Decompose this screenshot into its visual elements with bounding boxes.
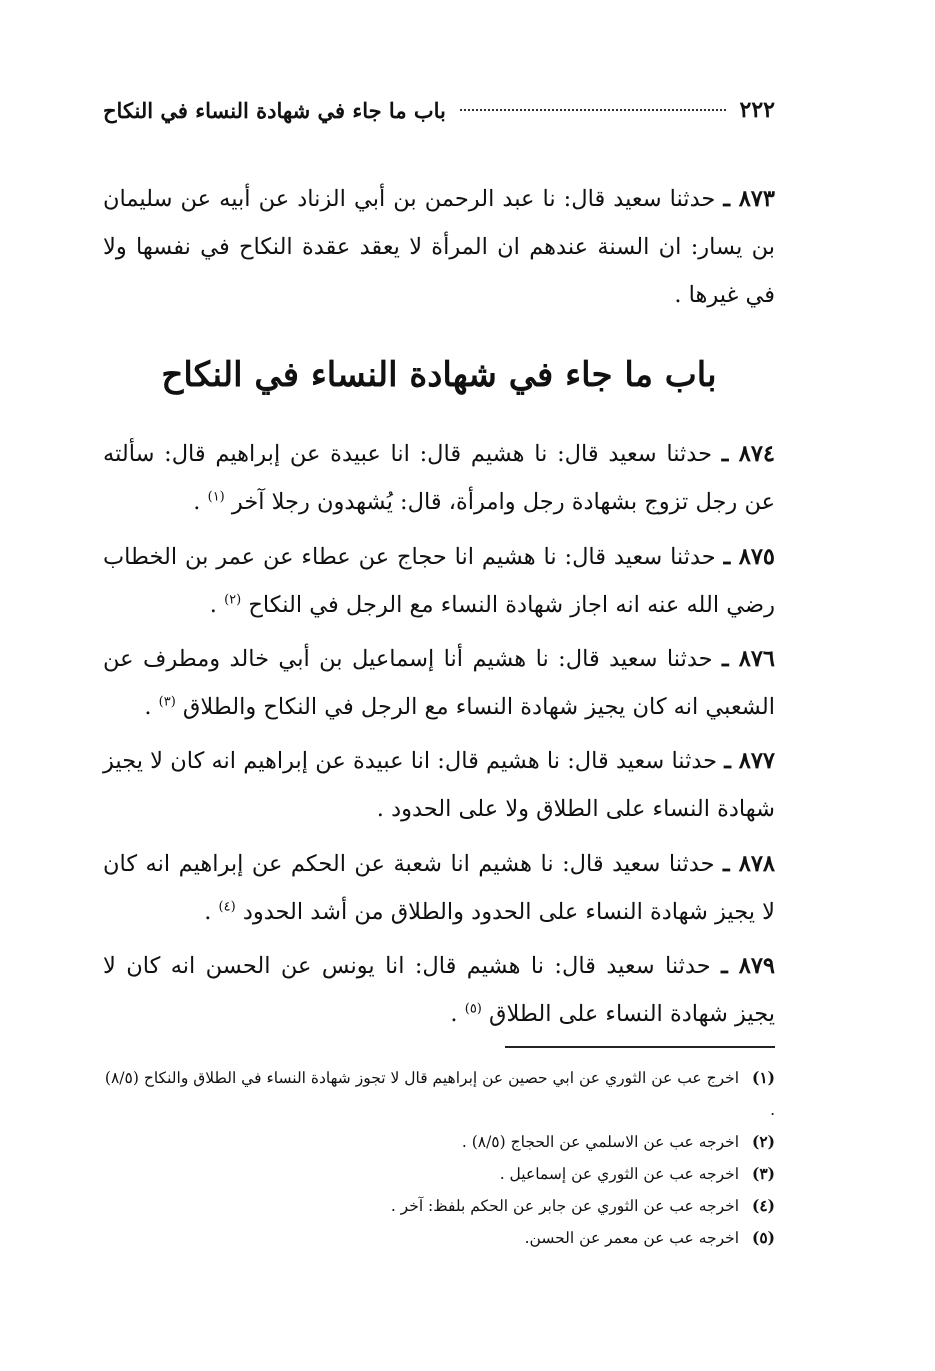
hadith-paragraph — [103, 175, 775, 319]
footnote-marker: (٣) — [751, 1164, 775, 1183]
footnote-text: اخرجه عب عن الثوري عن إسماعيل . — [499, 1165, 740, 1183]
hadith-text: حدثنا سعيد قال: نا هشيم قال: انا يونس عن الحسن انه كان لا يجيز شهادة النساء على الطلاق — [103, 953, 775, 1027]
hadith-text: حدثنا سعيد قال: نا هشيم انا شعبة عن الحكم عن إبراهيم انه كان لا يجيز شهادة النساء على الحدود والطلاق من أشد الحدود — [103, 851, 775, 925]
hadith-paragraph — [103, 737, 775, 833]
hadith-text: حدثنا سعيد قال: نا هشيم أنا إسماعيل بن أبي خالد ومطرف عن الشعبي انه كان يجيز شهادة النساء مع الرجل في النكاح والطلاق — [103, 646, 775, 720]
footnote-reference[interactable]: (١) — [207, 489, 225, 505]
hadith-end: . — [204, 899, 219, 925]
hadith-number: ٨٧٧ ـ — [724, 748, 775, 774]
footnote-marker: (٥) — [751, 1228, 775, 1247]
footnote-reference[interactable]: (٤) — [218, 899, 236, 915]
hadith-text: حدثنا سعيد قال: نا هشيم قال: انا عبيدة عن إبراهيم قال: سألته عن رجل تزوج بشهادة رجل وامرأة، قال: يُشهدون رجلا آخر — [103, 441, 775, 515]
footnote-text: اخرجه عب عن الاسلمي عن الحجاج (٨/٥) . — [461, 1133, 740, 1151]
footnote-text: اخرجه عب عن معمر عن الحسن. — [524, 1229, 740, 1247]
hadith-end: . — [209, 592, 225, 618]
hadith-end: . — [450, 1001, 465, 1027]
footnote — [103, 1126, 775, 1158]
hadith-number: ٨٧٩ ـ — [721, 953, 775, 979]
footnote-reference[interactable]: (٥) — [464, 1001, 482, 1017]
hadith-number: ٨٧٥ ـ — [723, 544, 775, 570]
hadith-text: حدثنا سعيد قال: نا هشيم انا حجاج عن عطاء عن عمر بن الخطاب رضي الله عنه انه اجاز شهادة النساء مع الرجل في النكاح — [103, 544, 775, 618]
footnote-marker: (١) — [751, 1068, 775, 1087]
footnote-text: اخرجه عب عن الثوري عن جابر عن الحكم بلفظ: آخر . — [390, 1197, 740, 1215]
running-header — [103, 92, 775, 128]
footnote — [103, 1158, 775, 1190]
footnote-marker: (٤) — [751, 1196, 775, 1215]
hadith-end: . — [144, 694, 159, 720]
footnote-reference[interactable]: (٣) — [158, 694, 176, 710]
footnote-marker: (٢) — [751, 1132, 775, 1151]
hadith-end: . — [193, 489, 208, 515]
hadith-paragraph — [103, 942, 775, 1038]
footnote — [103, 1222, 775, 1254]
footnotes — [103, 1062, 775, 1254]
hadith-text: حدثنا سعيد قال: نا هشيم قال: انا عبيدة عن إبراهيم انه كان لا يجيز شهادة النساء على الطلاق ولا على الحدود . — [103, 748, 775, 822]
chapter-title: باب ما جاء في شهادة النساء في النكاح — [161, 355, 717, 395]
hadith-paragraph — [103, 533, 775, 629]
hadith-paragraph — [103, 430, 775, 526]
page-number: ٢٢٢ — [739, 97, 775, 123]
hadith-paragraph — [103, 635, 775, 731]
footnote-separator — [505, 1046, 775, 1048]
footnote — [103, 1190, 775, 1222]
running-header-title: باب ما جاء في شهادة النساء في النكاح — [103, 97, 446, 123]
hadith-number: ٨٧٤ ـ — [721, 441, 775, 467]
footnote-text: اخرج عب عن الثوري عن ابي حصين عن إبراهيم قال لا تجوز شهادة النساء في الطلاق والنكاح (٨/٥) . — [104, 1069, 775, 1119]
footnote — [103, 1062, 775, 1126]
hadith-text: حدثنا سعيد قال: نا عبد الرحمن بن أبي الزناد عن أبيه عن سليمان بن يسار: ان السنة عندهم ان المرأة لا يعقد عقدة النكاح في نفسها ولا في غيرها . — [103, 186, 775, 308]
header-dotted-leader — [460, 109, 726, 111]
hadith-number: ٨٧٣ ـ — [723, 186, 775, 212]
hadith-number: ٨٧٨ ـ — [722, 851, 775, 877]
footnote-reference[interactable]: (٢) — [224, 592, 242, 608]
hadith-paragraph — [103, 840, 775, 936]
hadith-number: ٨٧٦ ـ — [722, 646, 776, 672]
